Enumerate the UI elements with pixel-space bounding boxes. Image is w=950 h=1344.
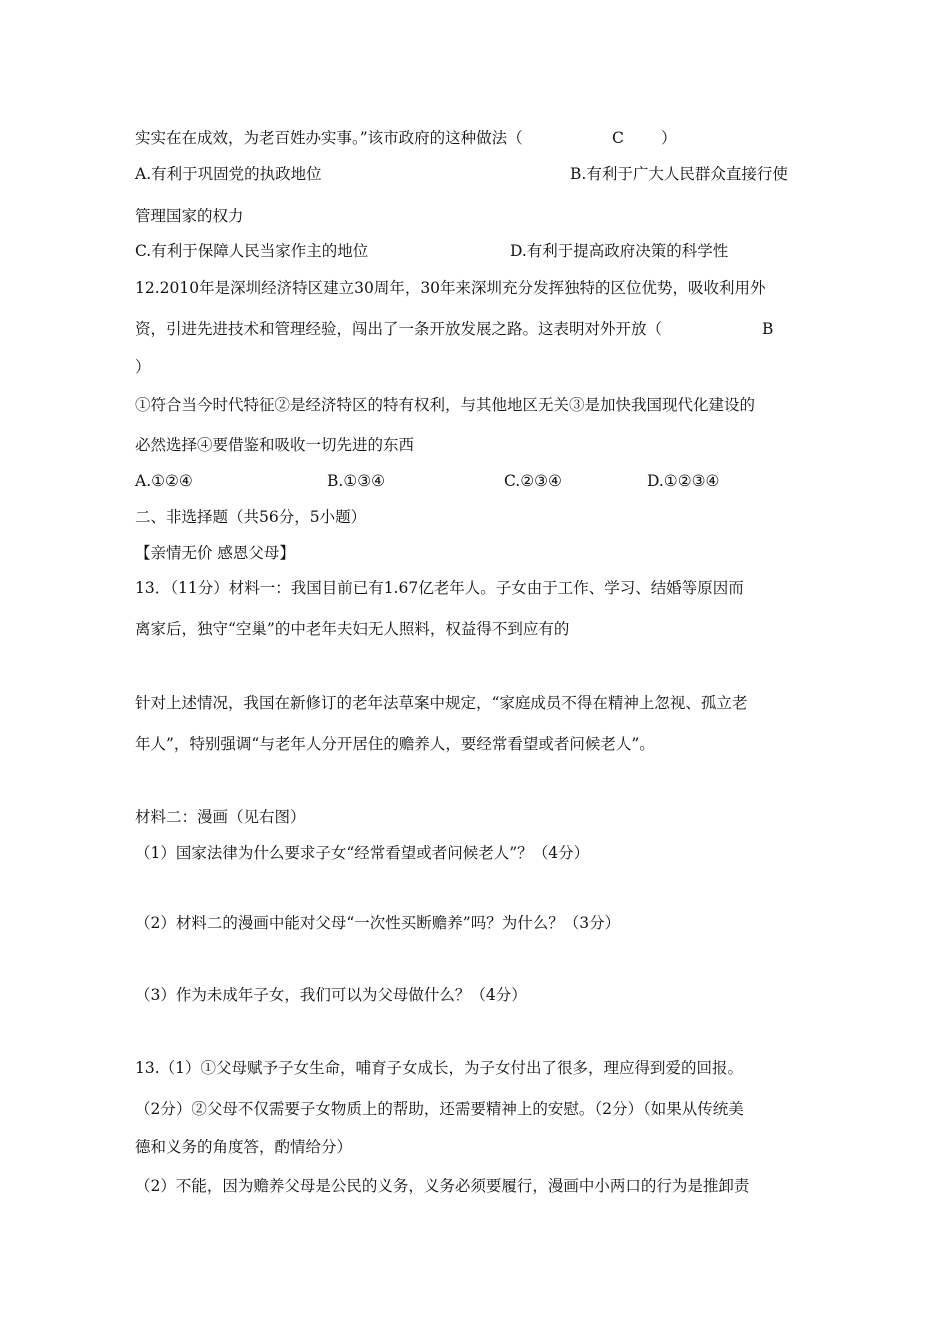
q12-option-a: A.①②④	[135, 472, 193, 490]
q12-option-c: C.②③④	[504, 472, 562, 490]
q11-option-b-cont: 管理国家的权力	[135, 207, 244, 225]
q11-option-d: D.有利于提高政府决策的科学性	[510, 242, 729, 260]
q13-material1-line4: 年人”，特别强调“与老年人分开居住的赡养人，要经常看望或者问候老人”。	[135, 735, 655, 753]
q13-material1-line1: 13．（11分）材料一：我国目前已有1.67亿老年人。子女由于工作、学习、结婚等原因而	[135, 579, 744, 597]
q13-answer-1-line3: 德和义务的角度答，酌情给分）	[135, 1138, 353, 1156]
q12-option-d: D.①②③④	[647, 472, 720, 490]
q13-answer-2-line1: （2）不能，因为赡养父母是公民的义务，义务必须要履行，漫画中小两口的行为是推卸责	[135, 1177, 750, 1195]
q13-material1-line3: 针对上述情况，我国在新修订的老年法草案中规定，“家庭成员不得在精神上忽视、孤立老	[135, 694, 748, 712]
q13-subquestion-2: （2）材料二的漫画中能对父母“一次性买断赡养”吗？为什么？（3分）	[135, 914, 621, 932]
q13-answer-1-line1: 13.（1）①父母赋予子女生命，哺育子女成长，为子女付出了很多，理应得到爱的回报。	[135, 1059, 744, 1077]
q12-stem-line2: 资，引进先进技术和管理经验，闯出了一条开放发展之路。这表明对外开放（	[135, 320, 663, 338]
q12-answer: B	[762, 320, 774, 338]
q12-stem-line1: 12.2010年是深圳经济特区建立30周年，30年来深圳充分发挥独特的区位优势，吸收利用外	[135, 279, 766, 297]
q11-option-b: B.有利于广大人民群众直接行使	[570, 165, 788, 183]
q11-option-c: C.有利于保障人民当家作主的地位	[135, 242, 369, 260]
q12-option-b: B.①③④	[327, 472, 386, 490]
q12-statements-line2: 必然选择④要借鉴和吸收一切先进的东西	[135, 436, 415, 454]
q13-subquestion-3: （3）作为未成年子女，我们可以为父母做什么？（4分）	[135, 986, 527, 1004]
theme-heading: 【亲情无价 感恩父母】	[135, 544, 295, 562]
q11-paren-close: ）	[661, 129, 677, 147]
q13-material2: 材料二：漫画（见右图）	[135, 808, 306, 826]
q11-option-a: A.有利于巩固党的执政地位	[135, 165, 322, 183]
q13-answer-1-line2: （2分）②父母不仅需要子女物质上的帮助，还需要精神上的安慰。（2分）（如果从传统美	[135, 1100, 744, 1118]
q11-answer: C	[612, 129, 624, 147]
q12-statements-line1: ①符合当今时代特征②是经济特区的特有权利，与其他地区无关③是加快我国现代化建设的	[135, 396, 756, 414]
q13-subquestion-1: （1）国家法律为什么要求子女“经常看望或者问候老人”？（4分）	[135, 844, 590, 862]
q11-stem-text: 实实在在成效，为老百姓办实事。”该市政府的这种做法（	[135, 129, 523, 147]
q12-paren-close: ）	[135, 358, 151, 376]
section-2-heading: 二、非选择题（共56分，5小题）	[135, 508, 367, 526]
q11-stem-end	[135, 127, 523, 149]
q13-material1-line2: 离家后，独守“空巢”的中老年夫妇无人照料，权益得不到应有的	[135, 620, 570, 638]
